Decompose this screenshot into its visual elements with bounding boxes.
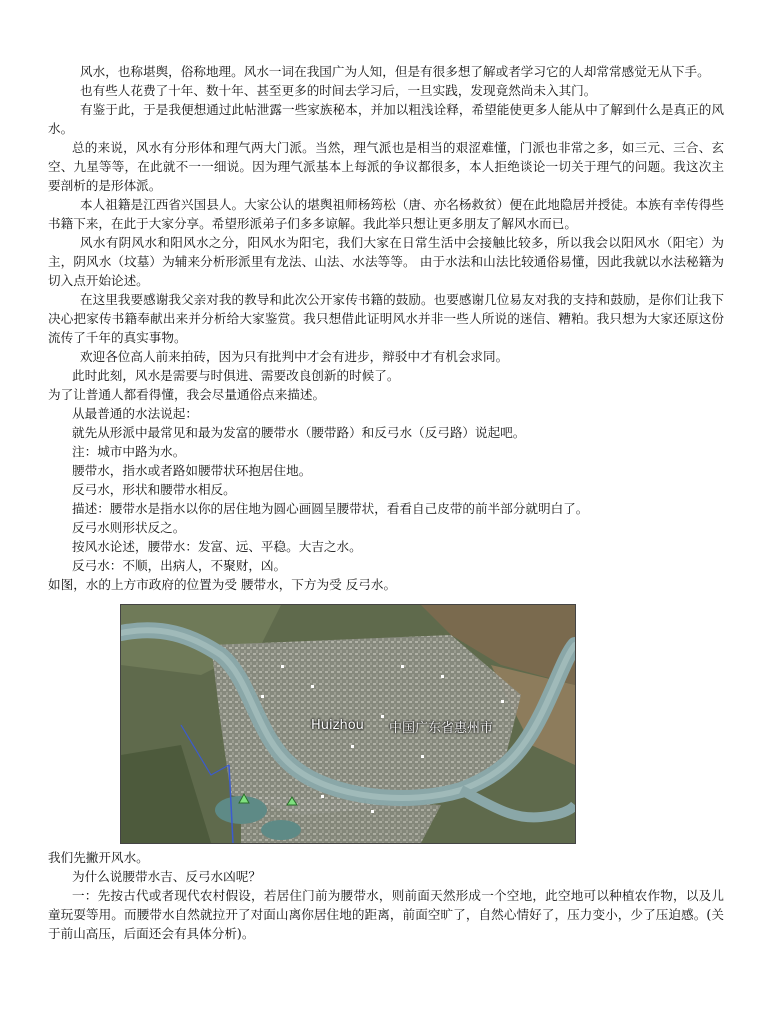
paragraph: 此时此刻，风水是需要与时俱进、需要改良创新的时候了。: [72, 368, 400, 383]
paragraph: 腰带水，指水或者路如腰带状环抱居住地。: [72, 463, 312, 478]
satellite-map-image: [120, 604, 576, 844]
paragraph: 一：先按古代或者现代农村假设，若居住门前为腰带水，则前面天然形成一个空地，此空地可以种植农作物，以及儿童玩耍等用。而腰带水自然就拉开了对面山离你居住地的距离，前面空旷了，自然心情好了，压力变小，少了压迫感。(关于前山高压，后面还会有具体分析)。: [48, 888, 724, 941]
paragraph: 在这里我要感谢我父亲对我的教导和此次公开家传书籍的鼓励。也要感谢几位易友对我的支持和鼓励，是你们让我下决心把家传书籍奉献出来并分析给大家鉴赏。我只想借此证明风水并非一些人所说的迷信、糟粕。我只想为大家还原这份流传了千年的真实事物。: [48, 292, 724, 345]
paragraph: 描述：腰带水是指水以你的居住地为圆心画圆呈腰带状，看看自己皮带的前半部分就明白了。: [72, 501, 589, 516]
paragraph: 反弓水，形状和腰带水相反。: [72, 482, 236, 497]
map-label-chinese: 中国广东省惠州市: [389, 721, 494, 736]
paragraph: 也有些人花费了十年、数十年、甚至更多的时间去学习后，一旦实践，发现竟然尚未入其门。: [80, 83, 597, 98]
paragraph: 总的来说，风水有分形体和理气两大门派。当然，理气派也是相当的艰涩难懂，门派也非常之多，如三元、三合、玄空、九星等等，在此就不一一细说。因为理气派基本上每派的争议都很多，本人拒绝谈论一切关于理气的问题。我这次主要剖析的是形体派。: [48, 140, 724, 193]
paragraph: 欢迎各位高人前来拍砖，因为只有批判中才会有进步，辩驳中才有机会求同。: [80, 349, 509, 364]
paragraph: 为了让普通人都看得懂，我会尽量通俗点来描述。: [48, 387, 326, 402]
map-label-english: Huizhou: [311, 718, 364, 733]
paragraph: 我们先撇开风水。: [48, 850, 149, 865]
paragraph: 反弓水：不顺，出病人，不聚财，凶。: [72, 558, 287, 573]
paragraph: 风水有阴风水和阳风水之分，阳风水为阳宅，我们大家在日常生活中会接触比较多，所以我会以阳风水（阳宅）为主，阴风水（坟墓）为辅来分析形派里有龙法、山法、水法等等。 由于水法和山法比较通俗易懂，因此我就以水法秘籍为切入点开始论述。: [48, 235, 724, 288]
paragraph: 本人祖籍是江西省兴国县人。大家公认的堪舆祖师杨筠松（唐、亦名杨救贫）便在此地隐居并授徒。本族有幸传得些书籍下来，在此于大家分享。希望形派弟子们多多谅解。我此举只想让更多朋友了解风水而已。: [48, 197, 724, 231]
paragraph: 如图，水的上方市政府的位置为受 腰带水，下方为受 反弓水。: [48, 577, 397, 592]
paragraph: 按风水论述，腰带水：发富、远、平稳。大吉之水。: [72, 539, 362, 554]
bottom-text-block: [48, 848, 724, 943]
document-page: [48, 62, 724, 943]
paragraph: 就先从形派中最常见和最为发富的腰带水（腰带路）和反弓水（反弓路）说起吧。: [72, 425, 526, 440]
paragraph: 有鉴于此，于是我便想通过此帖泄露一些家族秘本，并加以粗浅诠释，希望能使更多人能从中了解到什么是真正的风水。: [48, 102, 724, 136]
paragraph: 为什么说腰带水吉、反弓水凶呢？: [72, 869, 261, 884]
paragraph: 从最普通的水法说起：: [72, 406, 198, 421]
paragraph: 注：城市中路为水。: [72, 444, 186, 459]
paragraph: 风水，也称堪舆，俗称地理。风水一词在我国广为人知，但是有很多想了解或者学习它的人却常常感觉无从下手。: [80, 64, 710, 79]
top-text-block: [48, 62, 724, 594]
paragraph: 反弓水则形状反之。: [72, 520, 186, 535]
